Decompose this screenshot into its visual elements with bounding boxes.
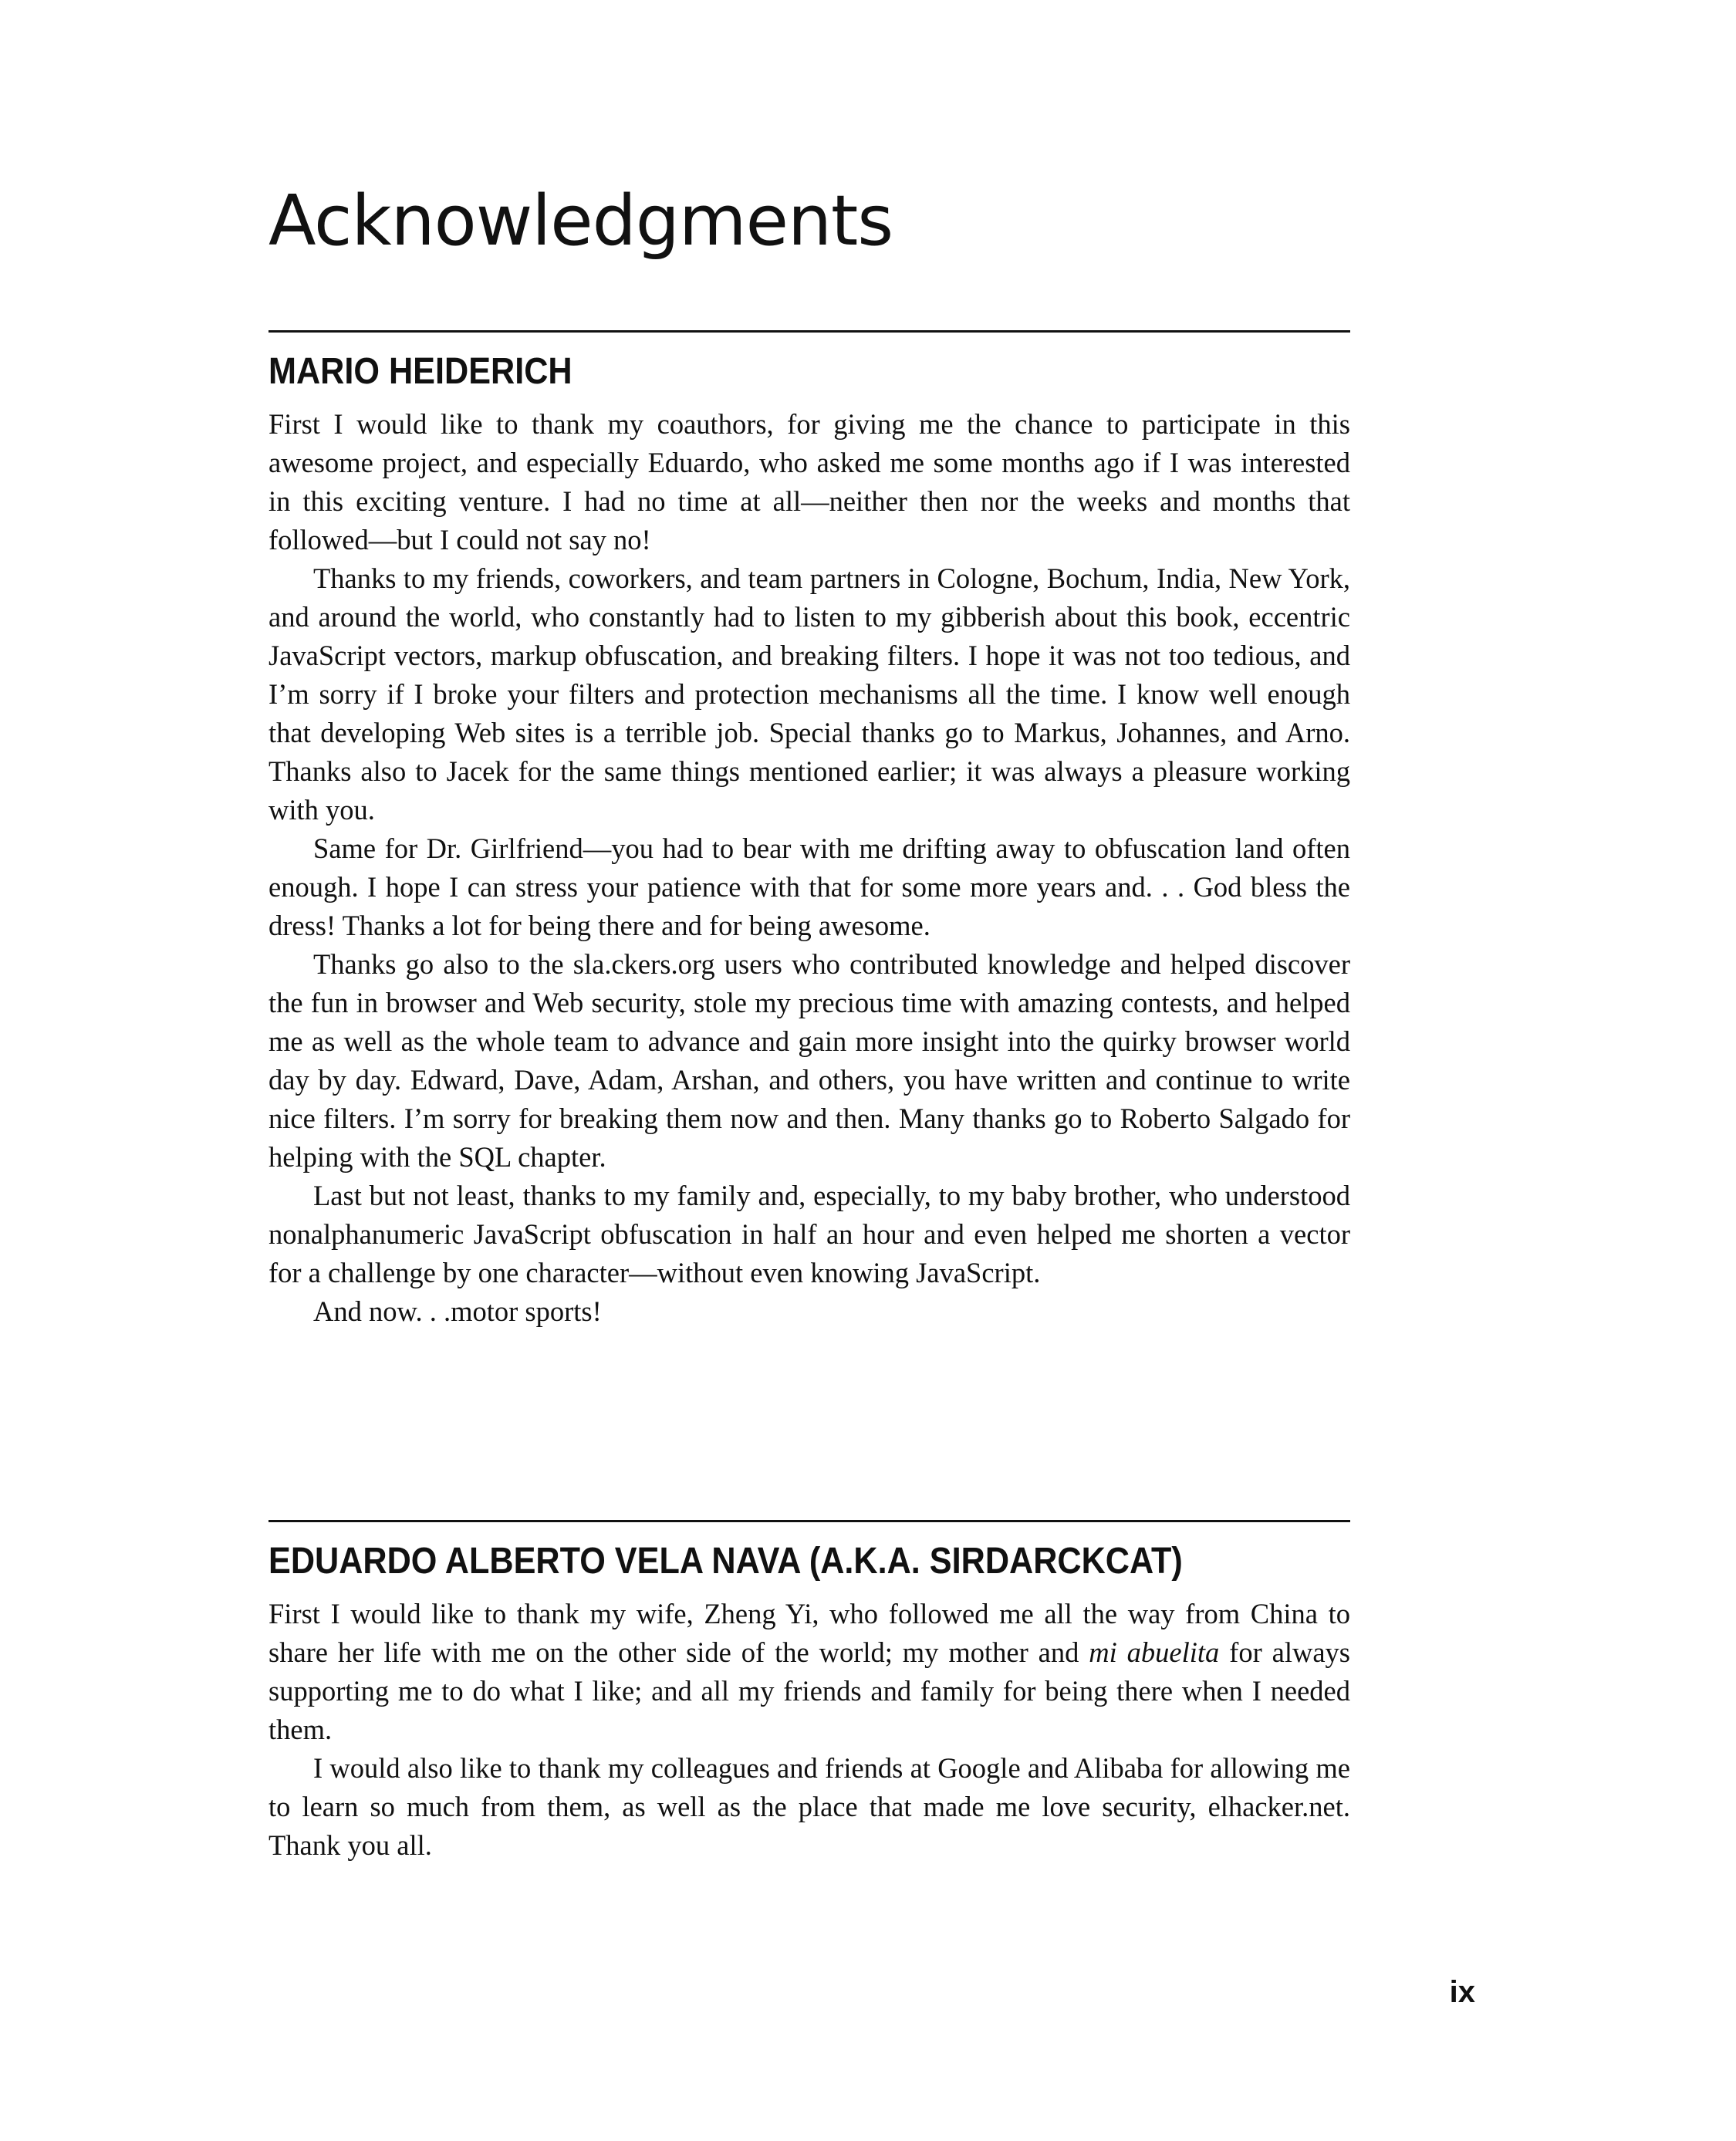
section-mario-heiderich xyxy=(269,330,1350,1331)
paragraph: And now. . .motor sports! xyxy=(313,1295,602,1327)
paragraph xyxy=(269,1595,1350,1749)
paragraph: Thanks go also to the sla.ckers.org users who contributed knowledge and helped discover the fun in browser and Web security, stole my precious time with amazing contests, and helped me as well as the whole team to advance and gain more insight into the quirky browser world day by day. Edward, Dave, Adam, Arshan, and others, you have written and continue to write nice filters. I’m sorry for breaking them now and then. Many thanks go to Roberto Salgado for helping with the SQL chapter. xyxy=(269,948,1350,1173)
paragraph: Thanks to my friends, coworkers, and team partners in Cologne, Bochum, India, New York, and around the world, who constantly had to listen to my gibberish about this book, eccentric JavaScript vectors, markup obfuscation, and breaking filters. I hope it was not too tedious, and I’m sorry if I broke your filters and protection mechanisms all the time. I know well enough that developing Web sites is a terrible job. Special thanks go to Markus, Johannes, and Arno. Thanks also to Jacek for the same things mentioned earlier; it was always a pleasure working with you. xyxy=(269,562,1350,826)
page-number: ix xyxy=(1449,1975,1475,2009)
page-title: Acknowledgments xyxy=(269,181,893,262)
section-divider xyxy=(269,1520,1350,1522)
section-divider xyxy=(269,330,1350,333)
paragraph: First I would like to thank my coauthors, for giving me the chance to participate in this awesome project, and especially Eduardo, who asked me some months ago if I was interested in this exciting venture. I had no time at all—neither then nor the weeks and months that followed—but I could not say no! xyxy=(269,408,1350,556)
paragraph: I would also like to thank my colleagues and friends at Google and Alibaba for allowing me to learn so much from them, as well as the place that made me love security, elhacker.net. Thank you all. xyxy=(269,1752,1350,1861)
paragraph-text: First I would like to thank my wife, Zheng Yi, who followed me all the way from China to share her life with me on the other side of the world; my mother and xyxy=(269,1598,1350,1668)
section-body xyxy=(269,405,1350,1331)
paragraph: Same for Dr. Girlfriend—you had to bear with me drifting away to obfuscation land often enough. I hope I can stress your patience with that for some more years and. . . God bless the dress! Thanks a lot for being there and for being awesome. xyxy=(269,832,1350,941)
section-heading: EDUARDO ALBERTO VELA NAVA (A.K.A. SIRDARCKCAT) xyxy=(269,1541,1183,1582)
paragraph-text: for always supporting me to do what I like; and all my friends and family for being there when I needed them. xyxy=(269,1636,1350,1745)
section-eduardo-vela-nava xyxy=(269,1520,1350,1865)
italic-phrase: mi abuelita xyxy=(1089,1636,1220,1668)
paragraph: Last but not least, thanks to my family and, especially, to my baby brother, who understood nonalphanumeric JavaScript obfuscation in half an hour and even helped me shorten a vector for a challenge by one character—without even knowing JavaScript. xyxy=(269,1180,1350,1288)
section-heading: MARIO HEIDERICH xyxy=(269,351,572,392)
section-body xyxy=(269,1595,1350,1865)
